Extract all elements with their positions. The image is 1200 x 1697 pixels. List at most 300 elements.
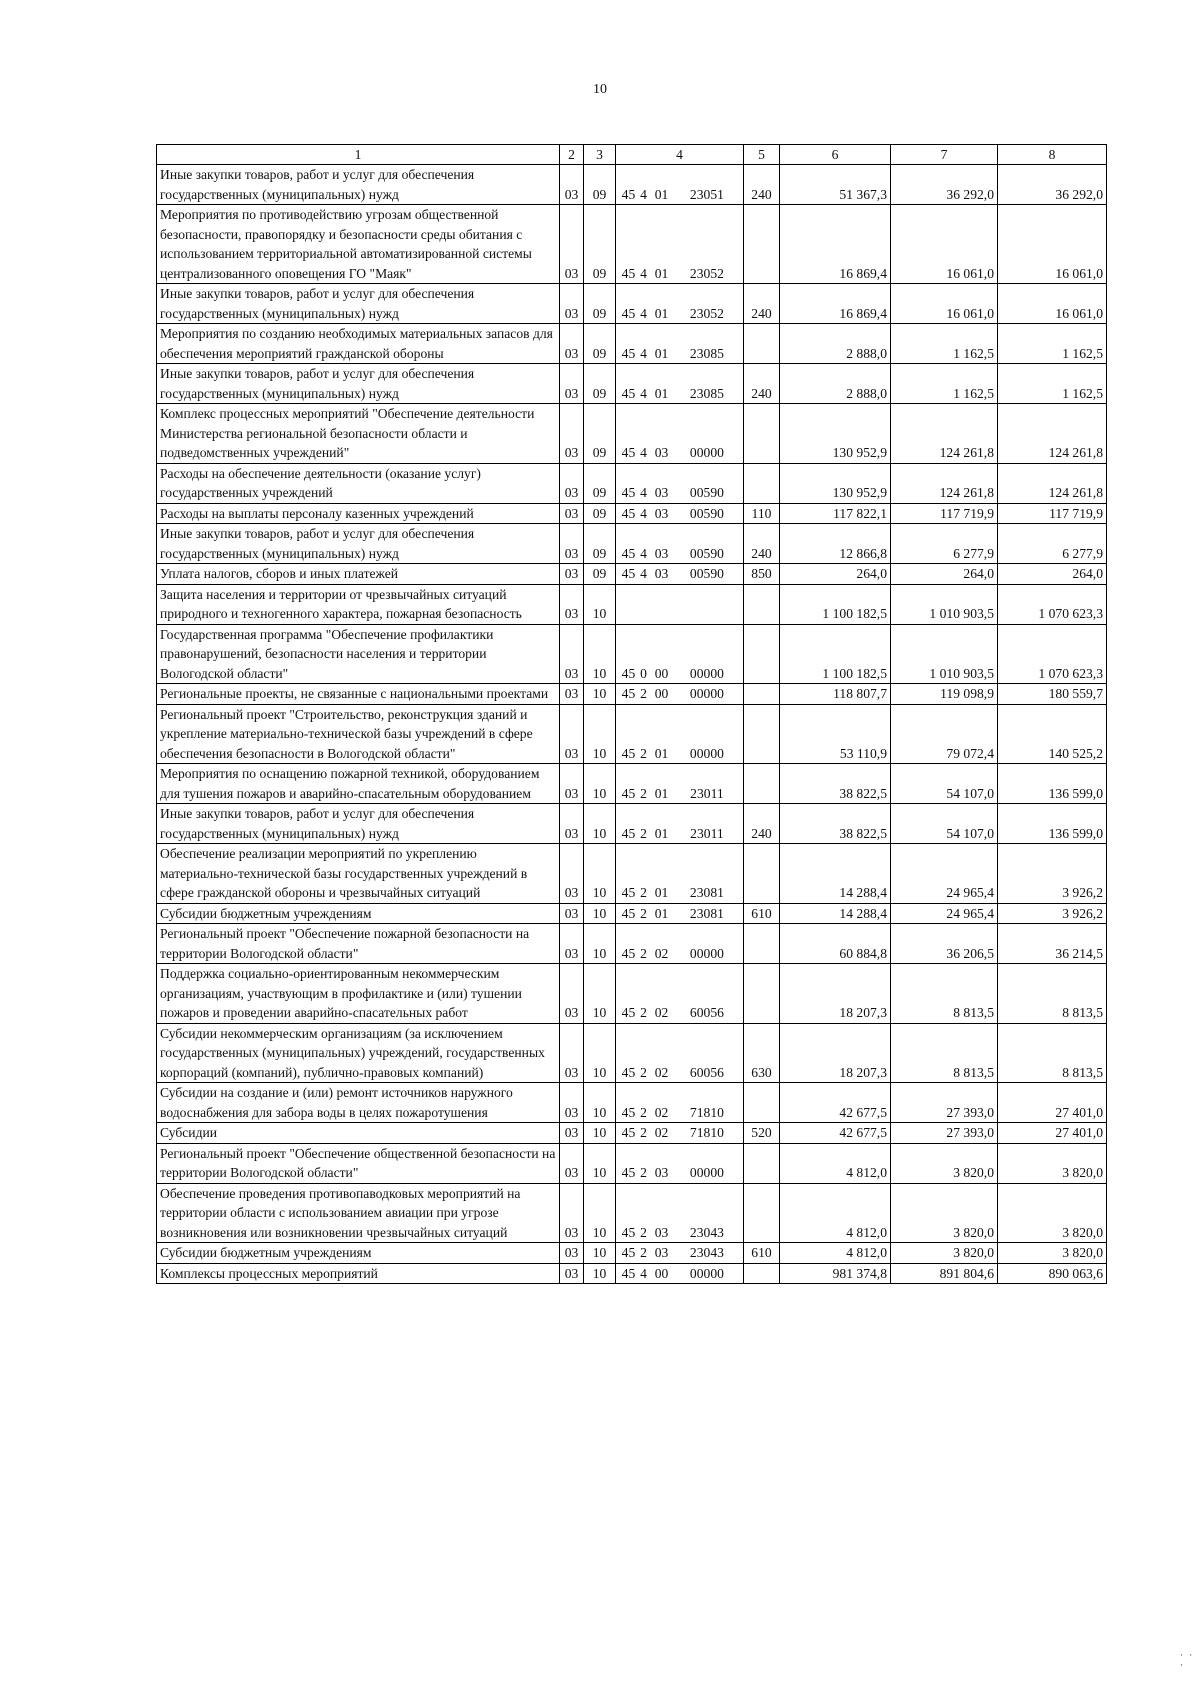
header-cell-8: 8 bbox=[998, 145, 1107, 165]
target-article-parts bbox=[619, 1123, 740, 1143]
row-amount-col6: 117 822,1 bbox=[780, 503, 891, 524]
row-amount-col7: 16 061,0 bbox=[891, 205, 998, 284]
row-target-article bbox=[616, 804, 744, 844]
row-amount-col6: 14 288,4 bbox=[780, 844, 891, 904]
row-section: 03 bbox=[560, 404, 584, 464]
row-amount-col7: 264,0 bbox=[891, 564, 998, 585]
target-article-part: 03 bbox=[654, 566, 669, 581]
target-article-parts bbox=[619, 664, 740, 684]
row-target-article bbox=[616, 324, 744, 364]
row-section: 03 bbox=[560, 463, 584, 503]
target-article-part: 45 bbox=[621, 686, 636, 701]
target-article-part: 2 bbox=[640, 885, 647, 900]
row-section: 03 bbox=[560, 1123, 584, 1144]
target-article-part: 45 bbox=[621, 1125, 636, 1140]
target-article-part: 00000 bbox=[689, 1265, 724, 1281]
target-article-part: 23043 bbox=[689, 1245, 724, 1260]
target-article-part: 4 bbox=[640, 445, 647, 460]
target-article-part: 0 bbox=[640, 665, 647, 681]
table-row bbox=[157, 324, 1107, 364]
target-article-part: 2 bbox=[640, 1104, 647, 1120]
row-amount-col6: 1 100 182,5 bbox=[780, 624, 891, 684]
row-expense-type bbox=[744, 1183, 780, 1243]
row-name: Комплекс процессных мероприятий "Обеспечение деятельности Министерства региональной безопасности области и подведомственных учреждений" bbox=[157, 404, 560, 464]
row-section: 03 bbox=[560, 1183, 584, 1243]
row-amount-col8: 3 820,0 bbox=[998, 1243, 1107, 1264]
target-article-part: 23052 bbox=[689, 265, 724, 281]
target-article-part: 23081 bbox=[689, 905, 724, 921]
row-target-article bbox=[616, 764, 744, 804]
row-target-article bbox=[616, 924, 744, 964]
target-article-part: 23081 bbox=[689, 885, 724, 900]
row-target-article bbox=[616, 1263, 744, 1284]
row-amount-col7: 1 010 903,5 bbox=[891, 584, 998, 624]
row-subsection: 10 bbox=[584, 1083, 616, 1123]
row-amount-col8: 36 214,5 bbox=[998, 924, 1107, 964]
target-article-part: 45 bbox=[621, 745, 636, 761]
row-amount-col7: 27 393,0 bbox=[891, 1083, 998, 1123]
row-amount-col6: 16 869,4 bbox=[780, 284, 891, 324]
target-article-part: 01 bbox=[654, 825, 669, 841]
row-expense-type bbox=[744, 584, 780, 624]
target-article-part: 00 bbox=[654, 686, 669, 701]
row-amount-col8: 16 061,0 bbox=[998, 205, 1107, 284]
row-target-article bbox=[616, 1143, 744, 1183]
table-row bbox=[157, 584, 1107, 624]
row-amount-col8: 124 261,8 bbox=[998, 404, 1107, 464]
target-article-part: 2 bbox=[640, 1165, 647, 1180]
target-article-parts bbox=[619, 504, 740, 524]
row-subsection: 10 bbox=[584, 764, 616, 804]
target-article-part: 45 bbox=[621, 385, 636, 401]
target-article-parts bbox=[619, 564, 740, 584]
table-row bbox=[157, 903, 1107, 924]
row-expense-type bbox=[744, 764, 780, 804]
row-expense-type: 110 bbox=[744, 503, 780, 524]
row-amount-col7: 3 820,0 bbox=[891, 1243, 998, 1264]
row-expense-type bbox=[744, 1263, 780, 1284]
row-amount-col8: 264,0 bbox=[998, 564, 1107, 585]
target-article-part: 4 bbox=[640, 186, 647, 202]
row-target-article bbox=[616, 205, 744, 284]
row-expense-type: 240 bbox=[744, 284, 780, 324]
row-subsection: 09 bbox=[584, 503, 616, 524]
target-article-part: 45 bbox=[621, 186, 636, 202]
target-article-part: 03 bbox=[654, 485, 669, 500]
row-amount-col7: 27 393,0 bbox=[891, 1123, 998, 1144]
row-expense-type bbox=[744, 964, 780, 1024]
target-article-part: 45 bbox=[621, 566, 636, 581]
row-target-article bbox=[616, 524, 744, 564]
row-amount-col6: 38 822,5 bbox=[780, 764, 891, 804]
row-subsection: 10 bbox=[584, 1143, 616, 1183]
row-amount-col8: 1 162,5 bbox=[998, 324, 1107, 364]
row-name: Субсидии некоммерческим организациям (за исключением государственных (муниципальных) учреждений, государственных корпораций (компаний), публично-правовых компаний) bbox=[157, 1023, 560, 1083]
row-subsection: 09 bbox=[584, 364, 616, 404]
header-cell-4: 4 bbox=[616, 145, 744, 165]
target-article-part: 02 bbox=[654, 1104, 669, 1120]
row-amount-col8: 124 261,8 bbox=[998, 463, 1107, 503]
row-expense-type: 850 bbox=[744, 564, 780, 585]
target-article-part: 45 bbox=[621, 885, 636, 900]
row-section: 03 bbox=[560, 1143, 584, 1183]
budget-table bbox=[156, 144, 1107, 1284]
row-name: Мероприятия по противодействию угрозам общественной безопасности, правопорядку и безопасности среды обитания с использованием территориальной автоматизированной системы централизованного оповещения ГО "Маяк" bbox=[157, 205, 560, 284]
target-article-part: 00000 bbox=[689, 445, 724, 460]
row-expense-type: 240 bbox=[744, 165, 780, 205]
table-body bbox=[157, 145, 1107, 1284]
target-article-part: 2 bbox=[640, 1125, 647, 1140]
row-amount-col6: 12 866,8 bbox=[780, 524, 891, 564]
target-article-part: 2 bbox=[640, 945, 647, 961]
table-row bbox=[157, 964, 1107, 1024]
row-section: 03 bbox=[560, 1243, 584, 1264]
table-row bbox=[157, 844, 1107, 904]
target-article-parts bbox=[619, 904, 740, 924]
target-article-part: 23085 bbox=[689, 385, 724, 401]
target-article-parts bbox=[619, 344, 740, 364]
target-article-part: 02 bbox=[654, 945, 669, 961]
row-amount-col6: 42 677,5 bbox=[780, 1083, 891, 1123]
target-article-part: 00000 bbox=[689, 665, 724, 681]
row-target-article bbox=[616, 624, 744, 684]
target-article-parts bbox=[619, 1103, 740, 1123]
target-article-part: 02 bbox=[654, 1125, 669, 1140]
row-amount-col6: 118 807,7 bbox=[780, 684, 891, 705]
row-amount-col8: 6 277,9 bbox=[998, 524, 1107, 564]
row-amount-col6: 130 952,9 bbox=[780, 463, 891, 503]
target-article-part: 4 bbox=[640, 566, 647, 581]
row-amount-col8: 3 926,2 bbox=[998, 903, 1107, 924]
row-expense-type: 630 bbox=[744, 1023, 780, 1083]
target-article-part: 03 bbox=[654, 1245, 669, 1260]
row-subsection: 10 bbox=[584, 1183, 616, 1243]
row-subsection: 09 bbox=[584, 165, 616, 205]
row-section: 03 bbox=[560, 964, 584, 1024]
row-expense-type bbox=[744, 324, 780, 364]
row-expense-type: 610 bbox=[744, 1243, 780, 1264]
target-article-part: 45 bbox=[621, 945, 636, 961]
row-amount-col6: 60 884,8 bbox=[780, 924, 891, 964]
row-target-article bbox=[616, 284, 744, 324]
target-article-part: 45 bbox=[621, 485, 636, 500]
row-amount-col8: 117 719,9 bbox=[998, 503, 1107, 524]
row-name: Мероприятия по созданию необходимых материальных запасов для обеспечения мероприятий гражданской обороны bbox=[157, 324, 560, 364]
row-name: Мероприятия по оснащению пожарной техникой, оборудованием для тушения пожаров и аварийно-спасательным оборудованием bbox=[157, 764, 560, 804]
row-section: 03 bbox=[560, 1023, 584, 1083]
row-amount-col6: 18 207,3 bbox=[780, 1023, 891, 1083]
bottom-mark: · · · bbox=[1180, 1650, 1195, 1670]
table-row bbox=[157, 1263, 1107, 1284]
target-article-part: 2 bbox=[640, 905, 647, 921]
row-expense-type: 520 bbox=[744, 1123, 780, 1144]
page-number: 10 bbox=[593, 82, 607, 97]
target-article-part: 01 bbox=[654, 305, 669, 321]
row-amount-col7: 117 719,9 bbox=[891, 503, 998, 524]
target-article-part: 23011 bbox=[690, 785, 724, 801]
target-article-part: 71810 bbox=[689, 1125, 724, 1140]
target-article-part: 60056 bbox=[689, 1005, 724, 1020]
target-article-part: 45 bbox=[621, 1104, 636, 1120]
row-subsection: 09 bbox=[584, 463, 616, 503]
row-expense-type bbox=[744, 1083, 780, 1123]
row-section: 03 bbox=[560, 804, 584, 844]
row-subsection: 09 bbox=[584, 404, 616, 464]
row-amount-col6: 38 822,5 bbox=[780, 804, 891, 844]
row-subsection: 09 bbox=[584, 205, 616, 284]
row-target-article bbox=[616, 165, 744, 205]
row-amount-col7: 3 820,0 bbox=[891, 1183, 998, 1243]
row-amount-col6: 53 110,9 bbox=[780, 704, 891, 764]
target-article-part: 03 bbox=[654, 545, 669, 561]
row-amount-col8: 27 401,0 bbox=[998, 1123, 1107, 1144]
target-article-part: 01 bbox=[654, 186, 669, 202]
target-article-part: 02 bbox=[654, 1064, 669, 1080]
row-name: Иные закупки товаров, работ и услуг для обеспечения государственных (муниципальных) нужд bbox=[157, 524, 560, 564]
table-row bbox=[157, 1023, 1107, 1083]
target-article-part: 03 bbox=[654, 1224, 669, 1240]
target-article-part: 00590 bbox=[689, 505, 724, 521]
row-name: Субсидии бюджетным учреждениям bbox=[157, 903, 560, 924]
row-target-article bbox=[616, 1083, 744, 1123]
row-name: Иные закупки товаров, работ и услуг для обеспечения государственных (муниципальных) нужд bbox=[157, 284, 560, 324]
row-section: 03 bbox=[560, 903, 584, 924]
row-amount-col6: 264,0 bbox=[780, 564, 891, 585]
target-article-part: 45 bbox=[621, 345, 636, 361]
row-amount-col8: 1 070 623,3 bbox=[998, 624, 1107, 684]
target-article-part: 4 bbox=[640, 265, 647, 281]
target-article-part: 00 bbox=[654, 1265, 669, 1281]
row-subsection: 09 bbox=[584, 524, 616, 564]
row-expense-type: 240 bbox=[744, 364, 780, 404]
row-name: Поддержка социально-ориентированным некоммерческим организациям, участвующим в профилактике и (или) тушении пожаров и проведении аварийно-спасательных работ bbox=[157, 964, 560, 1024]
row-section: 03 bbox=[560, 364, 584, 404]
table-row bbox=[157, 804, 1107, 844]
row-amount-col7: 8 813,5 bbox=[891, 964, 998, 1024]
target-article-parts bbox=[619, 1243, 740, 1263]
row-section: 03 bbox=[560, 1083, 584, 1123]
row-section: 03 bbox=[560, 844, 584, 904]
row-expense-type bbox=[744, 924, 780, 964]
row-target-article bbox=[616, 704, 744, 764]
row-amount-col6: 18 207,3 bbox=[780, 964, 891, 1024]
target-article-parts bbox=[619, 883, 740, 903]
target-article-part: 45 bbox=[621, 505, 636, 521]
target-article-part: 2 bbox=[640, 1224, 647, 1240]
target-article-part: 00000 bbox=[689, 945, 724, 961]
target-article-part: 00000 bbox=[689, 1165, 724, 1180]
target-article-part: 45 bbox=[621, 1165, 636, 1180]
table-row bbox=[157, 1183, 1107, 1243]
target-article-parts bbox=[619, 784, 740, 804]
row-amount-col6: 4 812,0 bbox=[780, 1183, 891, 1243]
table-row bbox=[157, 364, 1107, 404]
row-target-article bbox=[616, 1243, 744, 1264]
row-section: 03 bbox=[560, 684, 584, 705]
target-article-part: 00 bbox=[654, 665, 669, 681]
row-section: 03 bbox=[560, 324, 584, 364]
row-subsection: 10 bbox=[584, 964, 616, 1024]
target-article-part: 03 bbox=[654, 505, 669, 521]
target-article-part: 01 bbox=[654, 265, 669, 281]
target-article-parts bbox=[619, 384, 740, 404]
table-row bbox=[157, 924, 1107, 964]
row-amount-col8: 136 599,0 bbox=[998, 764, 1107, 804]
target-article-part: 4 bbox=[640, 545, 647, 561]
target-article-part: 00590 bbox=[689, 485, 724, 500]
target-article-part: 45 bbox=[621, 445, 636, 460]
row-name: Обеспечение проведения противопаводковых мероприятий на территории области с использованием авиации при угрозе возникновения или возникновении чрезвычайных ситуаций bbox=[157, 1183, 560, 1243]
table-row bbox=[157, 1123, 1107, 1144]
row-section: 03 bbox=[560, 924, 584, 964]
target-article-part: 00000 bbox=[689, 745, 724, 761]
header-cell-2: 2 bbox=[560, 145, 584, 165]
row-amount-col7: 54 107,0 bbox=[891, 764, 998, 804]
row-amount-col7: 124 261,8 bbox=[891, 404, 998, 464]
row-section: 03 bbox=[560, 1263, 584, 1284]
target-article-part: 2 bbox=[640, 1005, 647, 1020]
row-target-article bbox=[616, 564, 744, 585]
target-article-part: 01 bbox=[654, 385, 669, 401]
row-target-article bbox=[616, 1123, 744, 1144]
target-article-parts bbox=[619, 304, 740, 324]
target-article-part: 4 bbox=[640, 1265, 647, 1281]
row-section: 03 bbox=[560, 704, 584, 764]
row-section: 03 bbox=[560, 165, 584, 205]
target-article-part: 45 bbox=[621, 1064, 636, 1080]
header-row bbox=[157, 145, 1107, 165]
target-article-parts bbox=[619, 824, 740, 844]
row-name: Государственная программа "Обеспечение профилактики правонарушений, безопасности населения и территории Вологодской области" bbox=[157, 624, 560, 684]
row-amount-col7: 24 965,4 bbox=[891, 844, 998, 904]
row-amount-col8: 8 813,5 bbox=[998, 1023, 1107, 1083]
row-amount-col7: 8 813,5 bbox=[891, 1023, 998, 1083]
row-subsection: 10 bbox=[584, 924, 616, 964]
row-amount-col8: 1 070 623,3 bbox=[998, 584, 1107, 624]
target-article-part: 23052 bbox=[689, 305, 724, 321]
target-article-part: 45 bbox=[621, 305, 636, 321]
target-article-part: 45 bbox=[621, 1005, 636, 1020]
target-article-part: 4 bbox=[640, 345, 647, 361]
row-subsection: 10 bbox=[584, 1263, 616, 1284]
table-row bbox=[157, 764, 1107, 804]
table-row bbox=[157, 205, 1107, 284]
target-article-part: 01 bbox=[654, 905, 669, 921]
target-article-part: 60056 bbox=[689, 1064, 724, 1080]
target-article-part: 45 bbox=[621, 785, 636, 801]
row-amount-col6: 130 952,9 bbox=[780, 404, 891, 464]
row-expense-type bbox=[744, 205, 780, 284]
table-row bbox=[157, 503, 1107, 524]
target-article-parts bbox=[619, 1063, 740, 1083]
target-article-part: 45 bbox=[621, 1265, 636, 1281]
row-name: Обеспечение реализации мероприятий по укреплению материально-технической базы государственных учреждений в сфере гражданской обороны и чрезвычайных ситуаций bbox=[157, 844, 560, 904]
target-article-part: 45 bbox=[621, 665, 636, 681]
row-amount-col6: 16 869,4 bbox=[780, 205, 891, 284]
row-target-article bbox=[616, 1183, 744, 1243]
row-target-article bbox=[616, 964, 744, 1024]
row-name: Субсидии на создание и (или) ремонт источников наружного водоснабжения для забора воды в целях пожаротушения bbox=[157, 1083, 560, 1123]
row-amount-col6: 4 812,0 bbox=[780, 1243, 891, 1264]
row-section: 03 bbox=[560, 503, 584, 524]
row-subsection: 09 bbox=[584, 564, 616, 585]
target-article-part: 45 bbox=[621, 1245, 636, 1260]
header-cell-5: 5 bbox=[744, 145, 780, 165]
target-article-part: 01 bbox=[654, 345, 669, 361]
row-amount-col8: 180 559,7 bbox=[998, 684, 1107, 705]
row-subsection: 10 bbox=[584, 804, 616, 844]
table-row bbox=[157, 704, 1107, 764]
target-article-part: 2 bbox=[640, 686, 647, 701]
row-amount-col6: 2 888,0 bbox=[780, 324, 891, 364]
row-amount-col6: 4 812,0 bbox=[780, 1143, 891, 1183]
row-amount-col8: 3 820,0 bbox=[998, 1183, 1107, 1243]
row-amount-col7: 36 206,5 bbox=[891, 924, 998, 964]
target-article-part: 2 bbox=[640, 745, 647, 761]
target-article-part: 23085 bbox=[689, 345, 724, 361]
row-name: Субсидии bbox=[157, 1123, 560, 1144]
row-expense-type bbox=[744, 844, 780, 904]
target-article-parts bbox=[619, 1223, 740, 1243]
row-amount-col7: 1 162,5 bbox=[891, 364, 998, 404]
table-row bbox=[157, 564, 1107, 585]
header-cell-7: 7 bbox=[891, 145, 998, 165]
target-article-part: 45 bbox=[621, 265, 636, 281]
row-name: Иные закупки товаров, работ и услуг для обеспечения государственных (муниципальных) нужд bbox=[157, 165, 560, 205]
row-section: 03 bbox=[560, 524, 584, 564]
row-amount-col7: 6 277,9 bbox=[891, 524, 998, 564]
row-expense-type bbox=[744, 704, 780, 764]
row-target-article bbox=[616, 503, 744, 524]
row-amount-col7: 36 292,0 bbox=[891, 165, 998, 205]
row-subsection: 10 bbox=[584, 1243, 616, 1264]
target-article-parts bbox=[619, 944, 740, 964]
row-name: Субсидии бюджетным учреждениям bbox=[157, 1243, 560, 1264]
target-article-part: 2 bbox=[640, 1064, 647, 1080]
target-article-parts bbox=[619, 684, 740, 704]
row-amount-col8: 3 820,0 bbox=[998, 1143, 1107, 1183]
row-section: 03 bbox=[560, 584, 584, 624]
target-article-part: 23051 bbox=[689, 186, 724, 202]
target-article-part: 23011 bbox=[690, 825, 724, 841]
table-row bbox=[157, 524, 1107, 564]
row-target-article bbox=[616, 903, 744, 924]
target-article-part: 2 bbox=[640, 785, 647, 801]
row-name: Расходы на выплаты персоналу казенных учреждений bbox=[157, 503, 560, 524]
row-section: 03 bbox=[560, 624, 584, 684]
table-row bbox=[157, 624, 1107, 684]
target-article-part: 4 bbox=[640, 485, 647, 500]
table-row bbox=[157, 404, 1107, 464]
target-article-part: 2 bbox=[640, 825, 647, 841]
row-subsection: 10 bbox=[584, 1123, 616, 1144]
row-section: 03 bbox=[560, 764, 584, 804]
row-target-article bbox=[616, 1023, 744, 1083]
row-amount-col7: 1 162,5 bbox=[891, 324, 998, 364]
row-amount-col6: 981 374,8 bbox=[780, 1263, 891, 1284]
target-article-part: 01 bbox=[654, 785, 669, 801]
row-amount-col7: 24 965,4 bbox=[891, 903, 998, 924]
row-amount-col8: 1 162,5 bbox=[998, 364, 1107, 404]
header-cell-3: 3 bbox=[584, 145, 616, 165]
target-article-part: 01 bbox=[654, 885, 669, 900]
row-subsection: 09 bbox=[584, 324, 616, 364]
table-row bbox=[157, 1083, 1107, 1123]
target-article-part: 4 bbox=[640, 305, 647, 321]
row-expense-type bbox=[744, 624, 780, 684]
target-article-part: 03 bbox=[654, 1165, 669, 1180]
row-amount-col8: 890 063,6 bbox=[998, 1263, 1107, 1284]
